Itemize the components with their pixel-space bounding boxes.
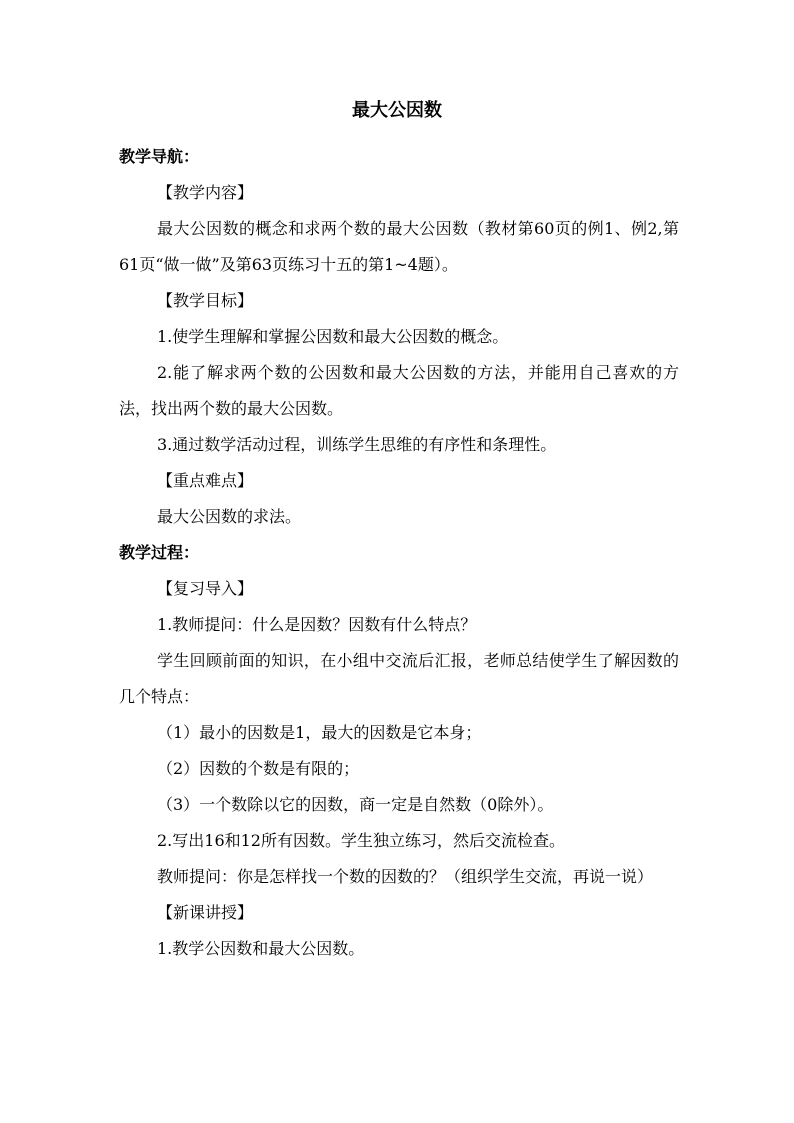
new-lesson-item-1: 1.教学公因数和最大公因数。 <box>157 939 365 958</box>
teaching-goal-3: 3.通过数学活动过程，训练学生思维的有序性和条理性。 <box>157 435 557 454</box>
factor-point-3: （3）一个数除以它的因数，商一定是自然数（0除外）。 <box>157 795 554 814</box>
teaching-goal-1: 1.使学生理解和掌握公因数和最大公因数的概念。 <box>157 327 509 346</box>
document-title: 最大公因数 <box>352 100 442 121</box>
key-difficulty-label: 【重点难点】 <box>157 471 254 490</box>
factor-point-2: （2）因数的个数是有限的； <box>157 759 360 778</box>
review-answer-1: 学生回顾前面的知识，在小组中交流后汇报，老师总结使学生了解因数的几个特点： <box>119 651 679 706</box>
key-difficulty-text: 最大公因数的求法。 <box>157 507 302 526</box>
review-question-2-followup: 教师提问：你是怎样找一个数的因数的？（组织学生交流，再说一说） <box>157 867 654 886</box>
factor-point-1: （1）最小的因数是1，最大的因数是它本身； <box>157 723 482 742</box>
review-question-1: 1.教师提问：什么是因数？因数有什么特点？ <box>157 615 477 634</box>
teaching-goal-2: 2.能了解求两个数的公因数和最大公因数的方法，并能用自己喜欢的方法，找出两个数的最大公因数。 <box>119 363 679 418</box>
document-body <box>119 139 679 967</box>
review-intro-label: 【复习导入】 <box>157 579 254 598</box>
review-question-2: 2.写出16和12所有因数。学生独立练习，然后交流检查。 <box>157 831 565 850</box>
teaching-content-label: 【教学内容】 <box>157 183 254 202</box>
teaching-goals-label: 【教学目标】 <box>157 291 254 310</box>
teaching-guide-heading: 教学导航： <box>119 147 200 166</box>
teaching-process-heading: 教学过程： <box>119 543 200 562</box>
new-lesson-label: 【新课讲授】 <box>157 903 254 922</box>
teaching-content-text: 最大公因数的概念和求两个数的最大公因数（教材第60页的例1、例2,第61页“做一做”及第63页练习十五的第1~4题）。 <box>119 219 679 274</box>
